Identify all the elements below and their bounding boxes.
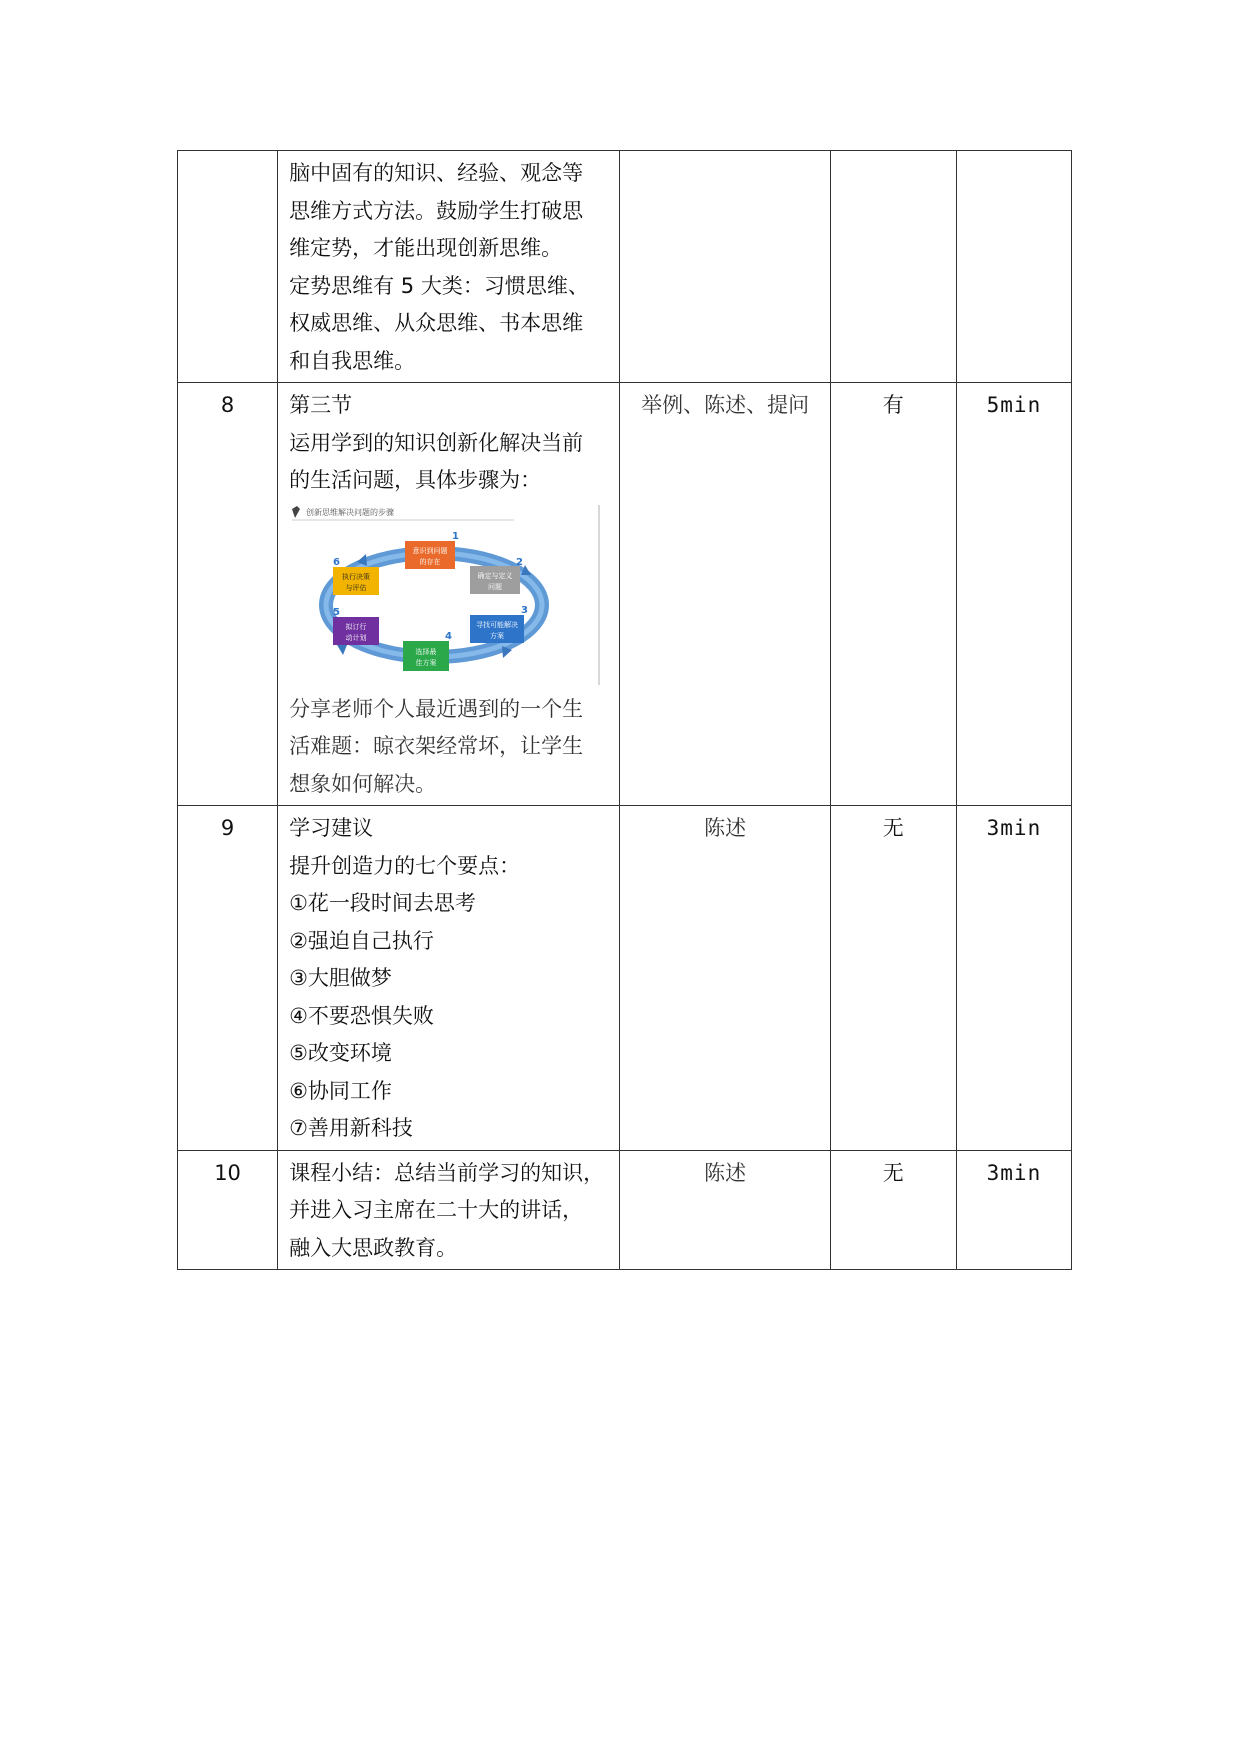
- row-number: 8: [178, 383, 278, 806]
- row-media: 无: [830, 806, 956, 1151]
- content-line: 活难题：晾衣架经常坏，让学生: [289, 734, 584, 758]
- row-method: 举例、陈述、提问: [620, 383, 830, 806]
- row-method: 陈述: [620, 1150, 830, 1270]
- content-line: 和自我思维。: [289, 348, 416, 373]
- content-line: 第三节: [289, 393, 353, 417]
- lesson-plan-table: [177, 150, 1072, 1270]
- content-line: ⑥协同工作: [289, 1078, 392, 1103]
- svg-text:动计划: 动计划: [345, 633, 367, 642]
- content-line: ④不要恐惧失败: [289, 1003, 434, 1028]
- svg-text:4: 4: [445, 630, 453, 642]
- svg-text:确定与定义: 确定与定义: [477, 571, 513, 580]
- content-line: 学习建议: [289, 816, 374, 840]
- content-line: ⑦善用新科技: [289, 1116, 413, 1140]
- svg-text:5: 5: [333, 606, 341, 618]
- content-line: 思维方式方法。鼓励学生打破思: [289, 198, 584, 223]
- svg-text:佳方案: 佳方案: [415, 658, 437, 667]
- content-line: ②强迫自己执行: [289, 928, 434, 953]
- pencil-icon: [292, 506, 300, 518]
- content-line: ③大胆做梦: [289, 966, 392, 990]
- content-line: 课程小结：总结当前学习的知识，: [289, 1160, 605, 1185]
- row-method: [620, 151, 830, 383]
- svg-text:3: 3: [521, 604, 529, 616]
- table-row: [178, 1150, 1072, 1270]
- content-line: 运用学到的知识创新化解决当前: [289, 430, 584, 455]
- content-line: 的生活问题，具体步骤为：: [289, 468, 542, 492]
- svg-text:6: 6: [333, 556, 341, 568]
- table-row: [178, 806, 1072, 1151]
- row-content: [278, 806, 620, 1151]
- content-line: 分享老师个人最近遇到的一个生: [289, 696, 584, 721]
- problem-solving-cycle-figure: [289, 505, 606, 685]
- cycle-diagram: [289, 505, 606, 685]
- content-line: ⑤改变环境: [289, 1041, 392, 1065]
- row-time: 5min: [956, 383, 1071, 806]
- svg-text:问题: 问题: [488, 582, 503, 591]
- svg-text:寻找可能解决: 寻找可能解决: [476, 620, 519, 629]
- content-line: 定势思维有 5 大类：习惯思维、: [289, 273, 589, 298]
- svg-text:选择最: 选择最: [415, 647, 437, 656]
- svg-text:意识到问题: 意识到问题: [412, 546, 448, 555]
- row-time: 3min: [956, 1150, 1071, 1270]
- content-line: 想象如何解决。: [289, 771, 437, 796]
- svg-text:的存在: 的存在: [419, 557, 441, 566]
- row-time: 3min: [956, 806, 1071, 1151]
- svg-text:1: 1: [452, 530, 460, 542]
- row-content: [278, 1150, 620, 1270]
- content-line: 权威思维、从众思维、书本思维: [289, 311, 584, 335]
- row-time: [956, 151, 1071, 383]
- row-media: 无: [830, 1150, 956, 1270]
- row-content: [278, 151, 620, 383]
- row-media: 有: [830, 383, 956, 806]
- svg-text:2: 2: [516, 556, 524, 568]
- row-number: [178, 151, 278, 383]
- svg-text:方案: 方案: [490, 631, 505, 640]
- row-number: 10: [178, 1150, 278, 1270]
- svg-text:与评估: 与评估: [345, 583, 367, 592]
- row-content: [278, 383, 620, 806]
- content-line: 提升创造力的七个要点：: [289, 853, 521, 878]
- svg-text:拟订行: 拟订行: [345, 622, 367, 631]
- table-row: [178, 151, 1072, 383]
- svg-text:执行决策: 执行决策: [342, 572, 371, 581]
- content-line: ①花一段时间去思考: [289, 891, 476, 915]
- row-method: 陈述: [620, 806, 830, 1151]
- row-media: [830, 151, 956, 383]
- figure-title: 创新思维解决问题的步骤: [306, 507, 395, 517]
- row-number: 9: [178, 806, 278, 1151]
- table-row: [178, 383, 1072, 806]
- content-line: 融入大思政教育。: [289, 1235, 458, 1260]
- content-line: 并进入习主席在二十大的讲话，: [289, 1198, 584, 1222]
- content-line: 维定势，才能出现创新思维。: [289, 236, 563, 260]
- content-line: 脑中固有的知识、经验、观念等: [289, 161, 584, 185]
